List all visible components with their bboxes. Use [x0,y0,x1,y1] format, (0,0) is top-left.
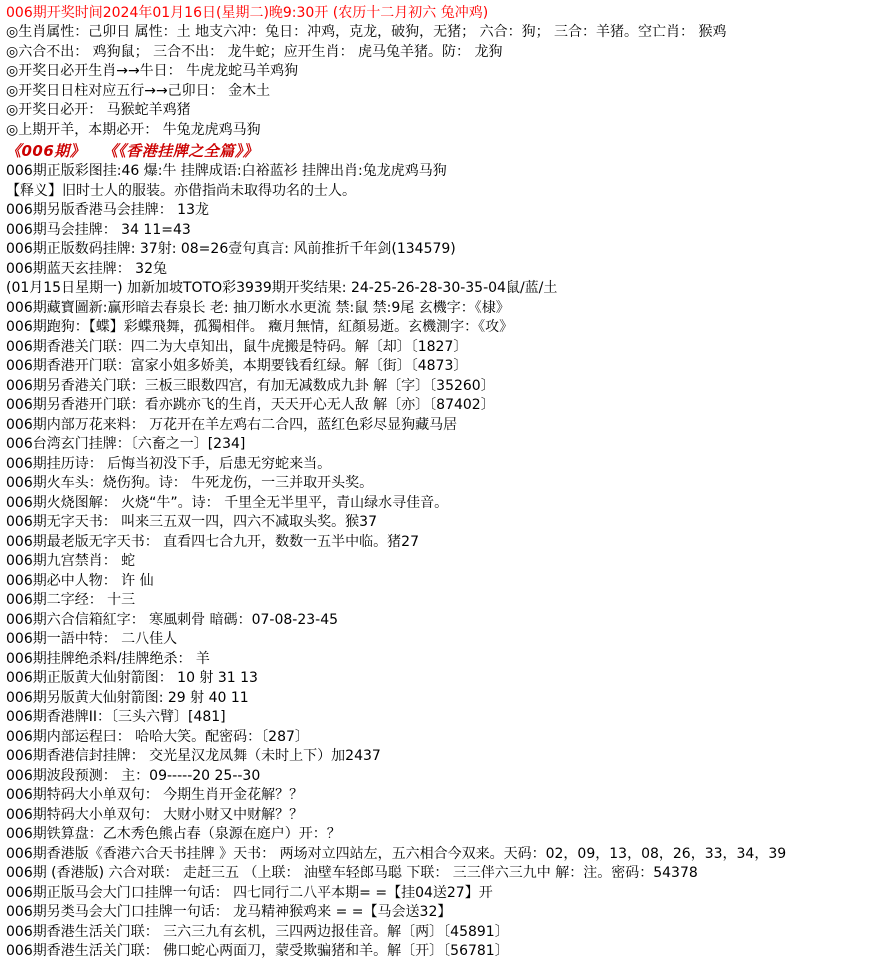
content-row: 006期最老版无字天书： 直看四七合九开，数数一五半中临。猪27 [6,533,419,550]
content-row: 006台湾玄门挂牌：〔六畜之一〕[234] [6,436,246,452]
content-row: 【释义】旧时士人的服装。亦借指尚未取得功名的士人。 [6,182,356,199]
section-title-text: 《《香港挂牌之全篇》》 [102,142,259,160]
content-row: 006期铁算盘：乙木秀色熊占春（泉源在庭户）开：？ [6,826,341,842]
content-row: 006期正版黄大仙射箭图： 10 射 31 13 [6,670,258,686]
content-row: 006期 (香港版) 六合对联： 走赶三五 （上联： 油壁车轻郎马聪 下联： 三三伴六三九中 解：注。密码：54378 [6,865,698,881]
content-row: 006期香港关门联：四二为大卓知出，鼠牛虎搬是特码。解〔却〕〔1827〕 [6,338,468,355]
open-zodiac-line: ◎开奖日必开生肖→→牛日： 牛虎龙蛇马羊鸡狗 [6,63,299,79]
content-row: 006期另版香港马会挂牌： 13龙 [6,202,209,218]
content-row: 006期一語中特： 二八佳人 [6,631,178,647]
content-row: 006期必中人物： 许 仙 [6,572,154,589]
draw-time-line: 006期开奖时间2024年01月16日(星期二)晚9:30开 (农历十二月初六 兔冲鸡) [6,5,489,21]
content-rows [6,162,883,962]
content-row: 006期跑狗：【蝶】彩蝶飛舞，孤獨相伴。 癥月無情，紅顏易逝。玄機測字：《攻》 [6,319,514,335]
content-row: 006期藏寶圖新:赢形暗去春泉长 老: 抽刀断水水更流 禁:鼠 禁:9尾 玄機字：《棣》 [6,299,510,316]
content-row: 006期另类马会大门口挂牌一句话： 龙马精神猴鸡来 = =【马会送32】 [6,904,452,920]
content-row: 006期另香港关门联：三板三眼数四宫，有加无减数成九卦 解〔字〕〔35260〕 [6,377,495,394]
zodiac-attribute-line: ◎生肖属性：己卯日 属性：土 地支六冲：兔日：冲鸡，克龙，破狗，无猪； 六合：狗； 三合：羊猪。空亡肖： 猴鸡 [6,24,727,40]
open-five-elements-line: ◎开奖日日柱对应五行→→己卯日： 金木土 [6,82,271,99]
content-row: 006期内部运程曰： 哈哈大笑。配密码：〔287〕 [6,728,309,745]
content-row: 006期火烧图解： 火烧“牛”。诗： 千里全无半里平，青山绿水寻佳音。 [6,494,449,511]
content-row: 006期马会挂牌： 34 11=43 [6,221,191,238]
content-row: (01月15日星期一) 加新加坡TOTO彩3939期开奖结果: 24-25-26-28-30-35-04鼠/蓝/土 [6,280,558,296]
section-issue: 《006期》 [6,142,86,160]
content-row: 006期香港信封挂牌： 交光星汉龙凤舞（未时上下）加2437 [6,748,381,764]
content-row: 006期无字天书： 叫来三五双一四，四六不减取头奖。猴37 [6,514,377,530]
content-row: 006期正版数码挂牌: 37射: 08=26壹句真言: 风前推折千年剑(134579) [6,241,456,257]
content-row: 006期香港牌ⅠⅠ：〔三头六臂〕[481] [6,709,226,725]
open-must-line: ◎开奖日必开： 马猴蛇羊鸡猪 [6,102,191,118]
content-row: 006期特码大小单双句： 今期生肖开金花解？？ [6,787,304,803]
no-six-combination-line: ◎六合不出： 鸡狗鼠； 三合不出： 龙牛蛇；应开生肖： 虎马兔羊猪。防： 龙狗 [6,43,503,60]
content-row: 006期正版彩图挂:46 爆:牛 挂牌成语:白裕蓝衫 挂牌出肖:兔龙虎鸡马狗 [6,163,447,179]
content-row: 006期六合信箱紅字： 寒風刺骨 暗碼：07-08-23-45 [6,611,339,628]
content-row: 006期波段预测： 主：09-----20 25--30 [6,767,261,784]
content-row: 006期二字经： 十三 [6,592,136,608]
content-row: 006期香港开门联：富家小姐多娇美，本期要钱看红绿。解〔街〕〔4873〕 [6,358,468,374]
section-heading [6,140,883,162]
last-issue-line: ◎上期开羊，本期必开： 牛兔龙虎鸡马狗 [6,121,261,138]
content-row: 006期香港生活关门联： 佛口蛇心两面刀，蒙受欺骗猪和羊。解〔开〕〔56781〕 [6,943,509,959]
content-row: 006期香港版《香港六合天书挂牌 》天书： 两场对立四站左，五六相合今双来。天码：02，09，13，08，26，33，34，39 [6,845,787,862]
content-row: 006期蓝天玄挂牌： 32兔 [6,260,167,277]
content-row: 006期另版黄大仙射箭图: 29 射 40 11 [6,689,249,706]
content-row: 006期九宫禁肖： 蛇 [6,553,136,569]
content-row: 006期挂历诗： 后悔当初没下手，后患无穷蛇来当。 [6,455,332,472]
content-row: 006期内部万花来料： 万花开在羊左鸡右二合四，蓝红色彩尽显狗藏马居 [6,416,458,433]
content-row: 006期正版马会大门口挂牌一句话： 四七同行二八平本期= =【挂04送27】开 [6,884,493,901]
content-row: 006期另香港开门联：看亦跳亦飞的生肖，天天开心无人敌 解〔亦〕〔87402〕 [6,397,495,413]
content-row: 006期火车头：烧伤狗。诗： 牛死龙伤，一三并取开头奖。 [6,475,374,491]
content-row: 006期特码大小单双句： 大财小财又中财解？？ [6,806,304,823]
content-row: 006期香港生活关门联： 三六三九有玄机，三四两边报佳音。解〔两〕〔45891〕 [6,923,509,940]
content-row: 006期挂牌绝杀料/挂牌绝杀： 羊 [6,650,210,667]
